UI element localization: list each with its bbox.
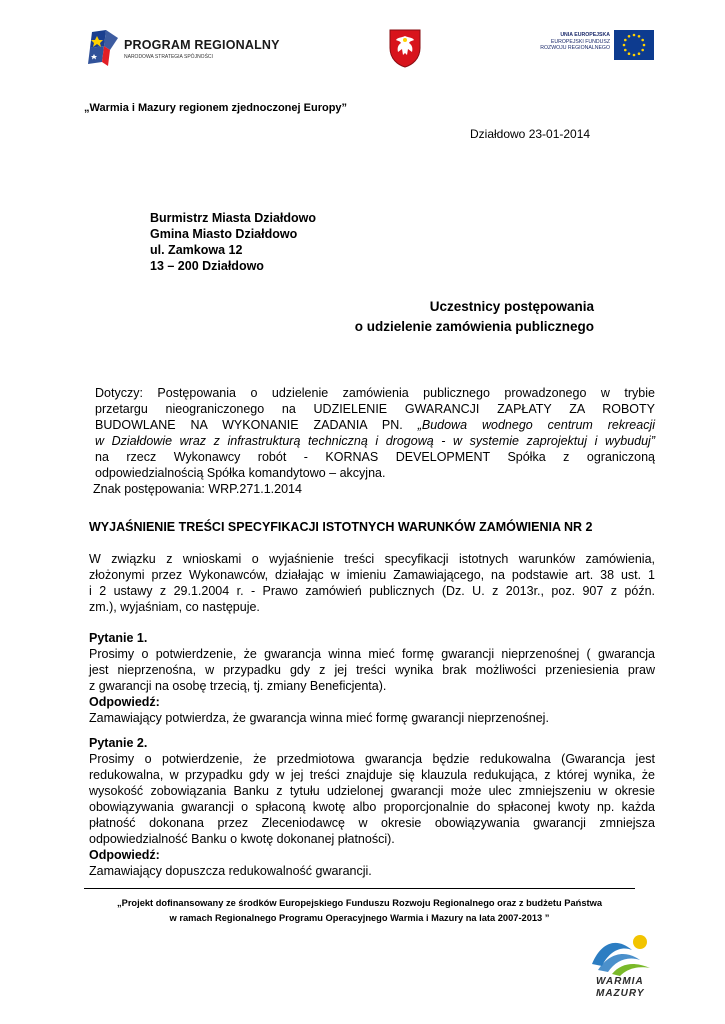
subject-line: Dotyczy: Postępowania o udzielenie zamówienia publicznego prowadzonego w trybie: [95, 386, 655, 400]
intro-line: W związku z wnioskami o wyjaśnienie treści specyfikacji istotnych warunków zamówienia,: [89, 552, 655, 566]
warmia-mazury-wave-icon: [588, 930, 658, 976]
question-2: [89, 735, 655, 879]
subject-block: [95, 385, 655, 497]
subject-line: odpowiedzialnością Spółka komandytowo – akcyjna.: [95, 466, 386, 480]
sender-address: [150, 210, 316, 274]
subject-line-mixed: [95, 417, 655, 433]
question-2-line: płatność dokonana przez Zleceniodawcę w okresie obowiązywania gwarancji zmniejsza: [89, 816, 655, 830]
question-1: [89, 630, 655, 726]
section-title: WYJAŚNIENIE TREŚCI SPECYFIKACJI ISTOTNYCH WARUNKÓW ZAMÓWIENIA NR 2: [89, 520, 593, 534]
question-1-line: Prosimy o potwierdzenie, że gwarancja winna mieć formę gwarancji nieprzenośnej ( gwarancja: [89, 647, 655, 661]
program-regionalny-emblem-icon: [84, 28, 124, 72]
footer-divider: [84, 888, 635, 889]
question-2-heading: Pytanie 2.: [89, 736, 148, 750]
warmia-mazury-crest-icon: [388, 28, 422, 68]
subject-line-4-italic: w Działdowie wraz z infrastrukturą techniczną i drogową - w systemie zaprojektuj i wybuduj”: [95, 434, 655, 448]
answer-2-heading: Odpowiedź:: [89, 848, 160, 862]
intro-line: zm.), wyjaśniam, co następuje.: [89, 600, 260, 614]
intro-line: i 2 ustawy z 29.1.2004 r. - Prawo zamówień publicznych (Dz. U. z 2013r., poz. 907 z późn.: [89, 584, 655, 598]
eu-line-1: UNIA EUROPEJSKA: [560, 32, 610, 38]
eu-line-2: EUROPEJSKI FUNDUSZ: [550, 38, 610, 45]
recipient-line: o udzielenie zamówienia publicznego: [354, 319, 594, 334]
procedure-reference: Znak postępowania: WRP.271.1.2014: [93, 482, 302, 496]
question-2-line: redukowalna, w przypadku gdy w jej treści znajduje się klauzula redukująca, z której wynika, że: [89, 768, 655, 782]
mazury-logo-text: MAZURY: [596, 988, 645, 999]
sender-line: Gmina Miasto Działdowo: [150, 227, 298, 241]
sender-line: ul. Zamkowa 12: [150, 243, 243, 257]
intro-line: złożonymi przez Wykonawców, działając w imieniu Zamawiającego, na podstawie art. 38 ust. 1: [89, 568, 655, 582]
answer-1-heading: Odpowiedź:: [89, 695, 160, 709]
recipient-block: [300, 297, 594, 337]
program-title: PROGRAM REGIONALNY: [124, 38, 280, 52]
subject-line: na rzecz Wykonawcy robót - KORNAS DEVELOPMENT Spółka z ograniczoną: [95, 450, 655, 464]
eu-text-block: [540, 32, 610, 52]
question-1-heading: Pytanie 1.: [89, 631, 148, 645]
question-2-line: wysokość zobowiązania Banku z tytułu udzielonej gwarancji może ulec zmniejszeniu w okresie: [89, 784, 655, 798]
footer-line-2: w ramach Regionalnego Programu Operacyjnego Warmia i Mazury na lata 2007-2013 ”: [169, 913, 550, 923]
warmia-mazury-logo: [588, 930, 658, 1002]
question-1-line: jest nieprzenośna, w przypadku gdy z jej treści wynika brak możliwości przeniesienia praw: [89, 663, 655, 677]
subject-line: przetargu nieograniczonego na UDZIELENIE GWARANCJI ZAPŁATY ZA ROBOTY: [95, 402, 655, 416]
recipient-line: Uczestnicy postępowania: [429, 299, 594, 314]
footer-note: [84, 896, 635, 926]
question-1-line: z gwarancji na osobę trzecią, tj. zmiany Beneficjenta).: [89, 679, 387, 693]
subject-line-3-normal: BUDOWLANE NA WYKONANIE ZADANIA PN.: [95, 418, 403, 432]
program-regionalny-logo: [84, 24, 284, 74]
footer-line-1: „Projekt dofinansowany ze środków Europejskiego Funduszu Rozwoju Regionalnego oraz z budżetu Państwa: [116, 898, 603, 908]
answer-1-text: Zamawiający potwierdza, że gwarancja winna mieć formę gwarancji nieprzenośnej.: [89, 711, 549, 725]
motto: „Warmia i Mazury regionem zjednoczonej Europy”: [84, 102, 348, 114]
eu-flag-icon: [614, 30, 654, 60]
sender-line: Burmistrz Miasta Działdowo: [150, 211, 316, 225]
question-2-line: odpowiedzialność Banku o kwotę dokonanej płatności).: [89, 832, 395, 846]
sender-line: 13 – 200 Działdowo: [150, 259, 264, 273]
program-subtitle: NARODOWA STRATEGIA SPÓJNOŚCI: [124, 54, 213, 60]
intro-paragraph: [89, 551, 655, 615]
question-2-line: obowiązywania gwarancji o spłaconą kwotę albo proporcjonalnie do spłaconej kwoty np. każda: [89, 800, 655, 814]
eu-line-3: ROZWOJU REGIONALNEGO: [540, 45, 610, 52]
warmia-logo-text: WARMIA: [596, 976, 644, 987]
letter-date: Działdowo 23-01-2014: [470, 127, 591, 141]
answer-2-text: Zamawiający dopuszcza redukowalność gwarancji.: [89, 864, 372, 878]
eu-logo: [534, 30, 654, 62]
subject-line-3-italic: „Budowa wodnego centrum rekreacji: [417, 418, 655, 432]
question-2-line: Prosimy o potwierdzenie, że przedmiotowa gwarancja będzie redukowalna (Gwarancja jest: [89, 752, 655, 766]
